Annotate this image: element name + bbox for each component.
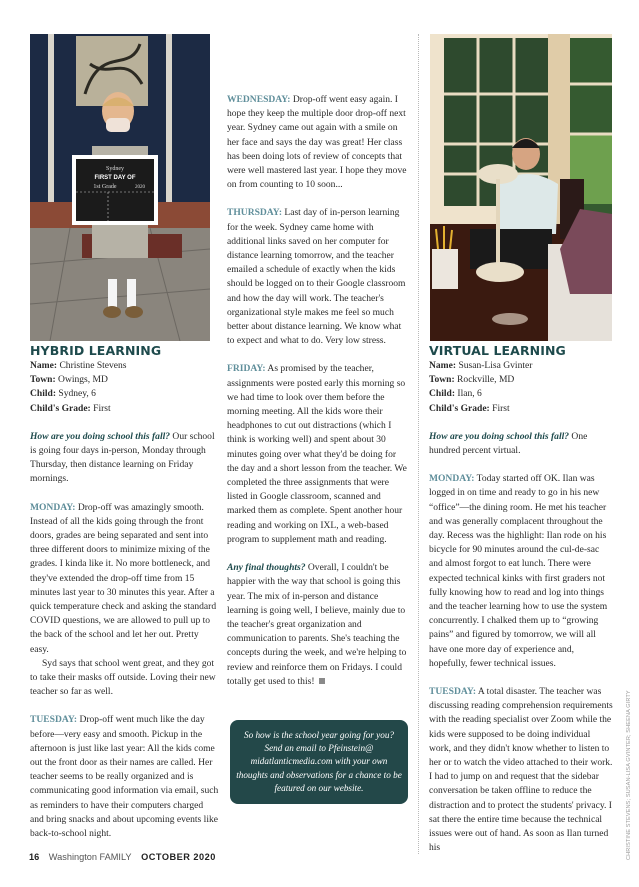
magazine-name: Washington FAMILY bbox=[48, 852, 132, 862]
day-label: FRIDAY: bbox=[227, 363, 266, 375]
grade-value: First bbox=[93, 402, 111, 414]
day-label: MONDAY: bbox=[30, 501, 76, 513]
hybrid-thursday-paragraph bbox=[227, 206, 410, 348]
answer-text: Overall, I couldn't be happier with the way that school is going this year. The mix of in-person and distance learning is going well, I believe, mainly due to the teacher's great organization and communication to parents. She's teaching the concepts during the week, and we're helping to review and reinforce them on Fridays. I could totally get used to this! bbox=[227, 562, 407, 687]
grade-label: Child's Grade: bbox=[429, 402, 490, 414]
child-label: Child: bbox=[429, 388, 455, 400]
virtual-question-paragraph bbox=[429, 430, 613, 458]
town-label: Town: bbox=[30, 374, 56, 386]
column-divider bbox=[418, 34, 419, 854]
day-label: THURSDAY: bbox=[227, 207, 283, 219]
profile-town bbox=[30, 373, 219, 387]
page-number: 16 bbox=[29, 852, 40, 862]
profile-child bbox=[429, 387, 613, 401]
profile-grade bbox=[429, 402, 613, 416]
photo-virtual-student bbox=[430, 34, 612, 341]
boy-dining-room-photo bbox=[430, 34, 612, 341]
hybrid-question-paragraph bbox=[30, 430, 219, 487]
entry-text: As promised by the teacher, assignments were posted early this morning so we had time to look over them before the morning meeting. All the kids wore their headphones to cut out distractions (which I think is working well) and spent about 30 minutes going over what they'd be doing for the day and a short lesson from the teacher. We completed the three assignments that were listed in Google classroom, scanned and marked them as complete. Spent another hour reading and working on IXL, a web-based program to supplement math and reading. bbox=[227, 363, 407, 545]
virtual-tuesday-paragraph bbox=[429, 685, 613, 855]
hybrid-column-continued bbox=[227, 93, 410, 703]
profile-child bbox=[30, 387, 219, 401]
name-value: Susan-Lisa Gvinter bbox=[458, 360, 533, 371]
virtual-heading: VIRTUAL LEARNING bbox=[429, 343, 566, 358]
hybrid-wednesday-paragraph bbox=[227, 93, 410, 192]
hybrid-final-thoughts-paragraph bbox=[227, 561, 410, 689]
name-label: Name: bbox=[30, 360, 58, 371]
grade-value: First bbox=[492, 402, 510, 414]
grade-label: Child's Grade: bbox=[30, 402, 91, 414]
virtual-column bbox=[429, 344, 613, 870]
hybrid-column bbox=[30, 344, 219, 855]
callout-text: So how is the school year going for you? Send an email to Pfeinstein@ midatlanticmedia.com with your own thoughts and observations for a chance to be featured on our website. bbox=[236, 730, 402, 793]
girl-first-day-photo bbox=[30, 34, 210, 341]
child-value: Ilan, 6 bbox=[457, 388, 482, 400]
issue-date: OCTOBER 2020 bbox=[141, 852, 216, 862]
page-footer bbox=[29, 852, 216, 862]
day-label: TUESDAY: bbox=[30, 714, 78, 726]
hybrid-monday-paragraph-2: Syd says that school went great, and they got to take their masks off outside. Loving their new teacher so far as well. bbox=[30, 657, 216, 698]
hybrid-heading: HYBRID LEARNING bbox=[30, 343, 162, 358]
name-value: Christine Stevens bbox=[59, 360, 127, 371]
photo-credit: CHRISTINE STEVENS; SUSAN-LISA GVINTER; SHEENA GIRTY bbox=[626, 690, 632, 860]
town-label: Town: bbox=[429, 374, 455, 386]
question-label: Any final thoughts? bbox=[227, 562, 306, 574]
hybrid-friday-paragraph bbox=[227, 362, 410, 547]
end-of-story-mark bbox=[319, 678, 325, 684]
sign-text: FIRST DAY OF bbox=[94, 175, 136, 181]
question-label: How are you doing school this fall? bbox=[429, 430, 570, 442]
entry-text: Last day of in-person learning for the week. Sydney came home with additional links saved on her computer for distance learning tomorrow, and the teacher emailed a schedule of exactly when the kids should be logged on to their Google classroom and how the day will work. The teacher's organizational style makes me feel so much better about distance learning. We know what to expect and what to do. Very low stress. bbox=[227, 207, 406, 347]
answer-text: Our school is going four days in-person, Monday through Thursday, then distance learning on Friday mornings. bbox=[30, 430, 215, 485]
entry-text: A total disaster. The teacher was discussing reading comprehension requirements with the reading specialist over Zoom while the kids were supposed to be doing individual work, and they didn't know whether to listen to her or to watch the video attached to their work. I had to jump on and request that the sidebar conversation be taken offline to reduce the distraction and to protect the students' privacy. I sat there the entire time because the technical issues were out of hand. As soon as Ilan turned his bbox=[429, 686, 613, 854]
entry-text: Drop-off went easy again. I hope they keep the multiple door drop-off next year. Sydney came out again with a smile on her face and says the day was great! Her class has been doing lots of review of concepts that were well mastered last year. I hope they move on from counting to 10 soon... bbox=[227, 94, 407, 191]
hybrid-monday-paragraph bbox=[30, 501, 219, 657]
child-value: Sydney, 6 bbox=[58, 388, 96, 400]
town-value: Rockville, MD bbox=[457, 374, 515, 386]
answer-text: One hundred percent virtual. bbox=[429, 430, 588, 457]
entry-text: Drop-off was amazingly smooth. Instead of all the kids going through the front doors, grades are being separated and sent into three different doors to minimize mixing of the grades. I kinda like it. No more bottleneck, and they've extended the drop-off time from 15 minutes last year to 30 minutes this year. After a quick temperature check and asking the standard COVID questions, we are allowed to pull up to the back of the school and let her out. Pretty easy. bbox=[30, 501, 217, 655]
child-label: Child: bbox=[30, 388, 56, 400]
sign-text: Sydney bbox=[106, 166, 124, 172]
day-label: TUESDAY: bbox=[429, 686, 477, 698]
profile-grade bbox=[30, 402, 219, 416]
name-label: Name: bbox=[429, 360, 457, 371]
entry-text: Today started off OK. Ilan was logged in on time and ready to go in his new “office”—the dining room. He met his teacher and was generally complacent throughout the day. Recess was the highlight: Ilan rode on his bicycle for 90 minutes around the cul-de-sac and almost forgot to eat lunch. There were expected technical kinks with first graders not fully knowing how to read and log into things and the teacher learning how to use the system concurrently. I chalked them up to “growing pains” and figured by tomorrow, we will all have one more day of experience and, hopefully, fewer technical issues. bbox=[429, 473, 608, 669]
profile-name bbox=[429, 359, 613, 373]
question-label: How are you doing school this fall? bbox=[30, 430, 171, 442]
photo-hybrid-student bbox=[30, 34, 210, 341]
sign-text: 2020 bbox=[135, 185, 145, 190]
hybrid-tuesday-paragraph bbox=[30, 713, 219, 841]
virtual-profile bbox=[429, 359, 613, 416]
town-value: Owings, MD bbox=[58, 374, 108, 386]
email-callout-box bbox=[230, 720, 408, 804]
profile-name bbox=[30, 359, 219, 373]
day-label: MONDAY: bbox=[429, 473, 475, 485]
hybrid-profile bbox=[30, 359, 219, 416]
profile-town bbox=[429, 373, 613, 387]
virtual-monday-paragraph bbox=[429, 472, 613, 671]
sign-text: 1st Grade bbox=[93, 184, 117, 190]
entry-text: Drop-off went much like the day before—very easy and smooth. Pickup in the afternoon is just like last year: All the kids come out the front door as their names are called. Her teacher seems to be really organized and is communicating good information via email, such as reminders to have their computers charged and bring snacks and about upcoming events like back-to-school night. bbox=[30, 714, 219, 840]
day-label: WEDNESDAY: bbox=[227, 94, 291, 105]
